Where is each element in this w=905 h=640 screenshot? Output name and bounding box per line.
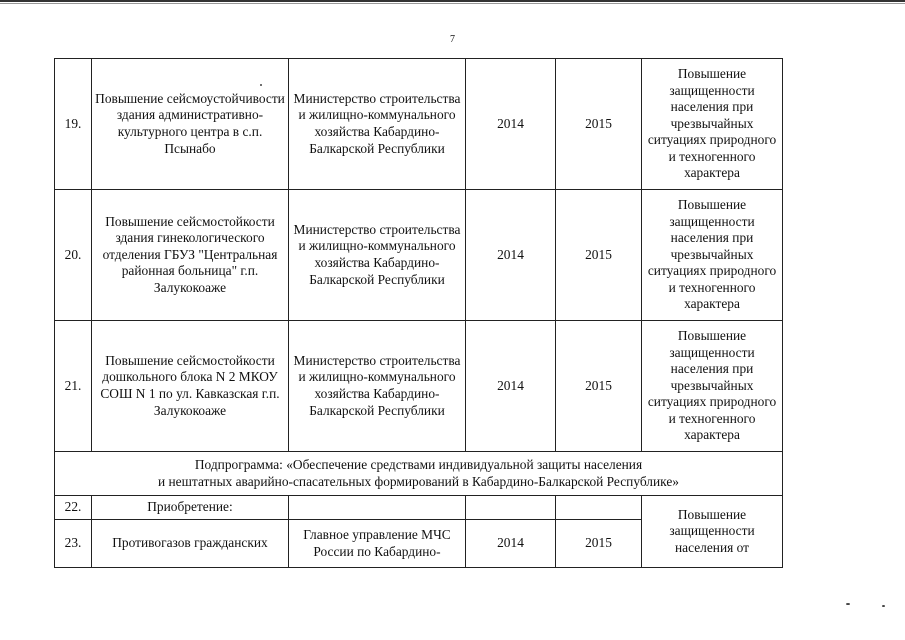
subprogram-row: [55, 452, 783, 496]
table-row: [55, 190, 783, 321]
expected-result: Повышение защищенности населения при чрезвычайных ситуациях природного и техногенного характера: [642, 190, 783, 321]
measures-table: [54, 58, 783, 568]
row-number: 23.: [55, 520, 92, 568]
measure-name: Повышение сейсмостойкости здания гинекологического отделения ГБУЗ "Центральная районная больница" г.п. Залукокоаже: [92, 190, 289, 321]
top-border-line: [0, 0, 905, 2]
executor: Главное управление МЧС России по Кабардино-: [289, 520, 466, 568]
measure-name: Повышение сейсмостойкости дошкольного блока N 2 МКОУ СОШ N 1 по ул. Кавказская г.п. Залукокоаже: [92, 321, 289, 452]
start-year: 2014: [466, 321, 556, 452]
end-year: [556, 496, 642, 520]
end-year: 2015: [556, 59, 642, 190]
subprogram-line-1: Подпрограмма: «Обеспечение средствами индивидуальной защиты населения: [194, 456, 643, 472]
measure-name: Повышение сейсмоустойчивости здания административно-культурного центра в с.п. Псынабо: [92, 59, 289, 190]
page-number: 7: [450, 34, 455, 45]
subprogram-line-2: и нештатных аварийно-спасательных формирований в Кабардино-Балкарской Республике»: [158, 473, 679, 489]
table-row: [55, 321, 783, 452]
scan-speck: [260, 84, 262, 86]
row-number: 20.: [55, 190, 92, 321]
executor: Министерство строительства и жилищно-коммунального хозяйства Кабардино-Балкарской Республики: [289, 190, 466, 321]
top-border-line-thin: [0, 3, 905, 4]
executor: Министерство строительства и жилищно-коммунального хозяйства Кабардино-Балкарской Республики: [289, 321, 466, 452]
expected-result: Повышение защищенности населения от: [642, 496, 783, 568]
table-row: [55, 59, 783, 190]
end-year: 2015: [556, 190, 642, 321]
table-row: [55, 496, 783, 520]
scan-speck: [846, 603, 850, 605]
expected-result: Повышение защищенности населения при чрезвычайных ситуациях природного и техногенного характера: [642, 59, 783, 190]
start-year: 2014: [466, 59, 556, 190]
measure-name: Приобретение:: [92, 496, 289, 520]
start-year: [466, 496, 556, 520]
row-number: 22.: [55, 496, 92, 520]
start-year: 2014: [466, 520, 556, 568]
row-number: 19.: [55, 59, 92, 190]
executor: Министерство строительства и жилищно-коммунального хозяйства Кабардино-Балкарской Республики: [289, 59, 466, 190]
scan-speck: [882, 605, 885, 607]
start-year: 2014: [466, 190, 556, 321]
measure-name: Противогазов гражданских: [92, 520, 289, 568]
row-number: 21.: [55, 321, 92, 452]
end-year: 2015: [556, 520, 642, 568]
expected-result: Повышение защищенности населения при чрезвычайных ситуациях природного и техногенного характера: [642, 321, 783, 452]
executor: [289, 496, 466, 520]
end-year: 2015: [556, 321, 642, 452]
subprogram-heading: [55, 452, 783, 496]
